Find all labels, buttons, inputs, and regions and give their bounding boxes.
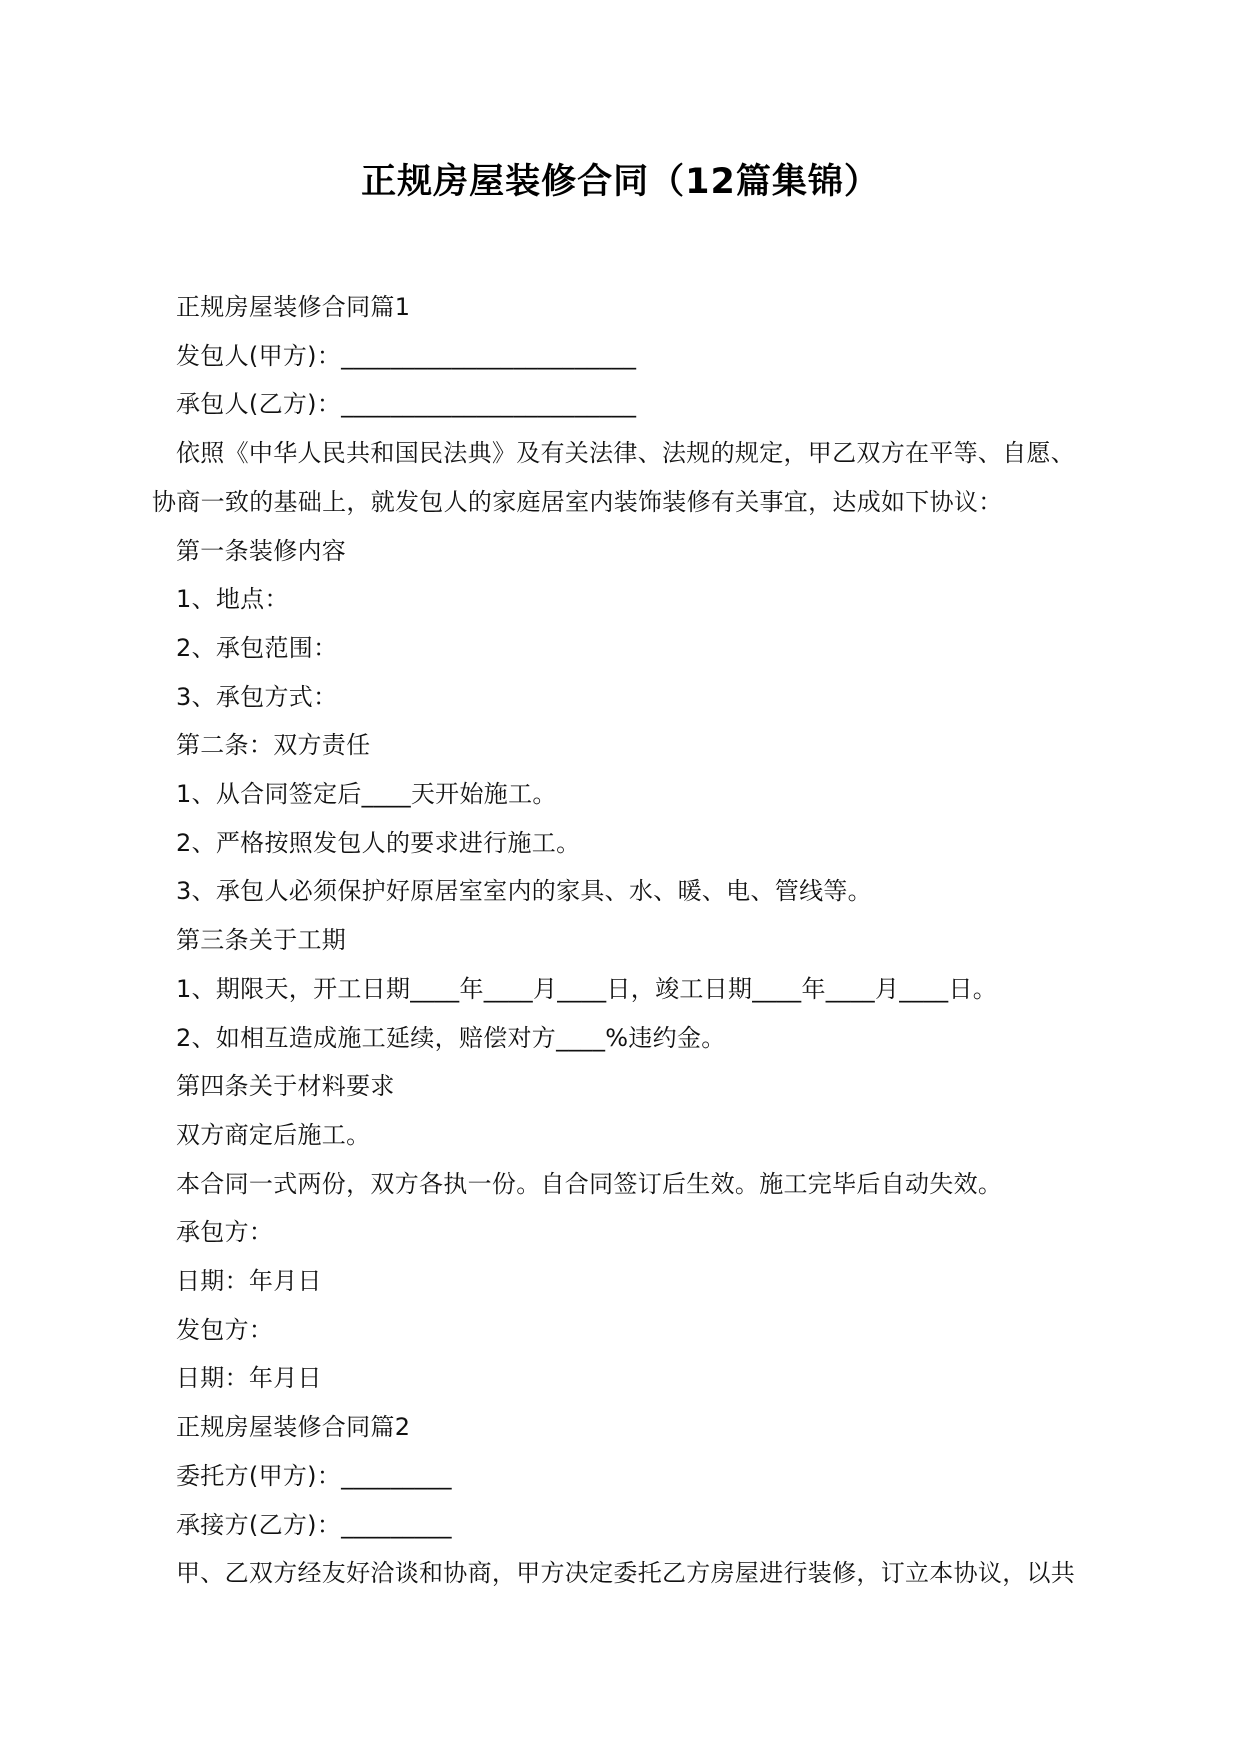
article-heading: 第三条关于工期 <box>176 926 347 955</box>
clause-item: 2、如相互造成施工延续，赔偿对方____%违约金。 <box>176 1023 726 1052</box>
section-heading: 正规房屋装修合同篇1 <box>176 293 411 321</box>
preamble-paragraph: 依照《中华人民共和国民法典》及有关法律、法规的规定，甲乙双方在平等、自愿、 <box>176 439 1076 468</box>
document-title: 正规房屋装修合同（12篇集锦） <box>361 162 880 202</box>
document-body <box>152 283 1112 1598</box>
section-heading: 正规房屋装修合同篇2 <box>176 1413 411 1442</box>
clause-item: 1、从合同签定后____天开始施工。 <box>176 780 557 809</box>
article-heading: 第一条装修内容 <box>176 536 347 565</box>
party-b-line: 承接方(乙方)：_________ <box>176 1510 452 1539</box>
clause-item: 1、地点： <box>176 585 289 614</box>
clause-item: 双方商定后施工。 <box>176 1120 371 1149</box>
signature-line: 承包方： <box>176 1218 274 1247</box>
date-line: 日期：年月日 <box>176 1267 322 1296</box>
clause-item: 2、承包范围： <box>176 633 338 662</box>
preamble-paragraph: 甲、乙双方经友好洽谈和协商，甲方决定委托乙方房屋进行装修，订立本协议，以共 <box>176 1559 1076 1588</box>
party-a-line: 发包人(甲方)：________________________ <box>176 341 637 370</box>
clause-item: 本合同一式两份，双方各执一份。自合同签订后生效。施工完毕后自动失效。 <box>176 1169 1003 1198</box>
signature-line: 发包方： <box>176 1315 274 1344</box>
preamble-paragraph-continued: 协商一致的基础上，就发包人的家庭居室内装饰装修有关事宜，达成如下协议： <box>152 487 1003 516</box>
article-heading: 第二条：双方责任 <box>176 731 371 760</box>
article-heading: 第四条关于材料要求 <box>176 1072 395 1101</box>
clause-item: 3、承包方式： <box>176 682 338 711</box>
party-a-line: 委托方(甲方)：_________ <box>176 1461 452 1490</box>
clause-item: 3、承包人必须保护好原居室室内的家具、水、暖、电、管线等。 <box>176 877 872 906</box>
clause-item: 1、期限天，开工日期____年____月____日，竣工日期____年____月____日。 <box>176 974 998 1003</box>
date-line: 日期：年月日 <box>176 1364 322 1393</box>
clause-item: 2、严格按照发包人的要求进行施工。 <box>176 828 581 857</box>
party-b-line: 承包人(乙方)：________________________ <box>176 390 637 419</box>
